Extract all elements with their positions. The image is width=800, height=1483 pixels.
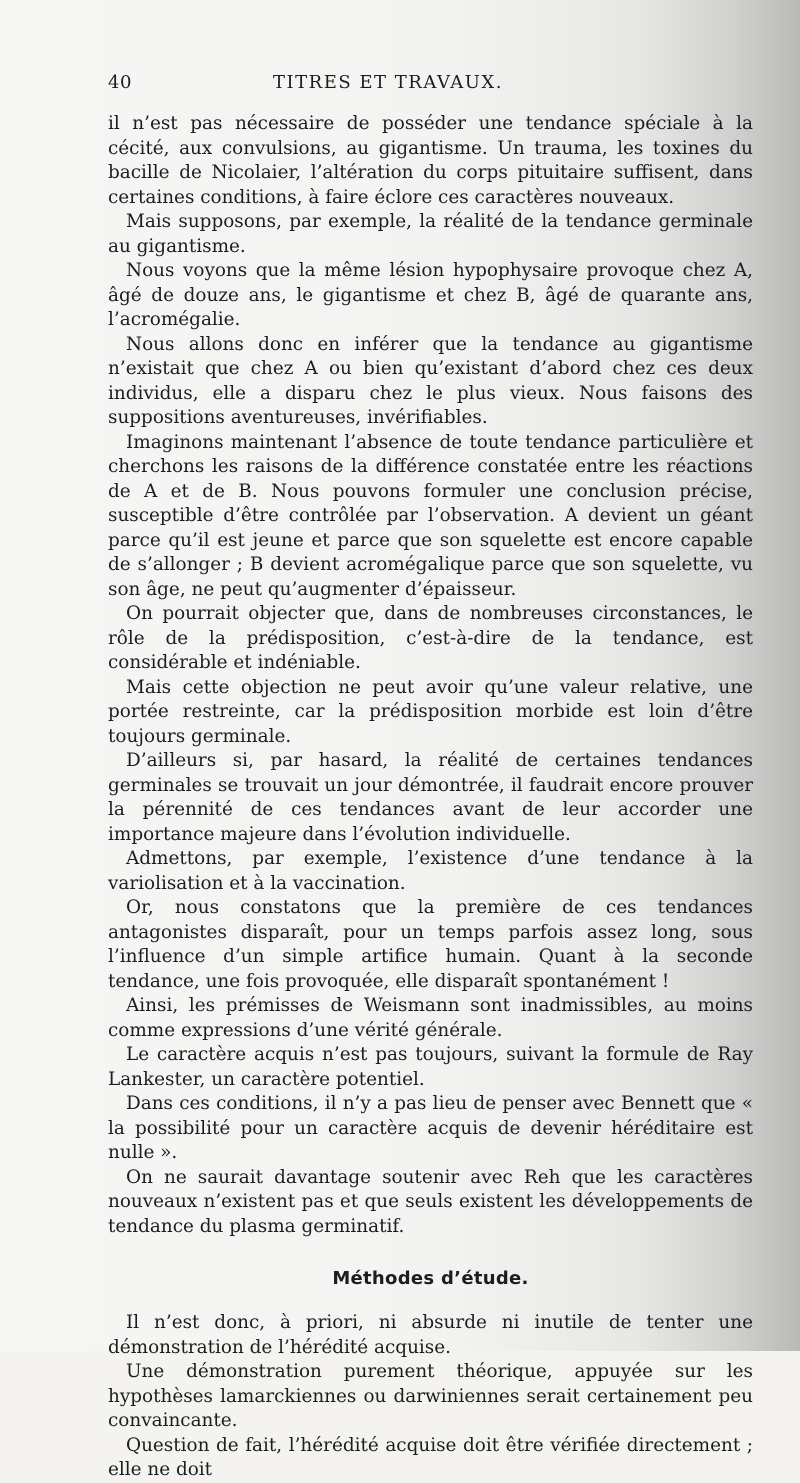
running-head — [108, 72, 668, 96]
section-heading: Méthodes d’étude. — [332, 1268, 529, 1289]
body-text — [108, 112, 753, 1483]
paragraph: Le caractère acquis n’est pas toujours, suivant la formule de Ray Lankester, un caractère potentiel. — [108, 1044, 753, 1090]
paragraph: Ainsi, les prémisses de Weismann sont inadmissibles, au moins comme expressions d’une vérité générale. — [108, 995, 753, 1041]
paragraph: il n’est pas nécessaire de posséder une tendance spéciale à la cécité, aux convulsions, au gigantisme. Un trauma, les toxines du bacille de Nicolaier, l’altération du corps pituitaire suffisent, dans certaines conditions, à faire éclore ces caractères nouveaux. — [108, 113, 753, 208]
paragraph: Question de fait, l’hérédité acquise doit être vérifiée directement ; elle ne doit — [108, 1434, 753, 1480]
paragraph: Une démonstration purement théorique, appuyée sur les hypothèses lamarckiennes ou darwiniennes serait certainement peu convaincante. — [108, 1361, 753, 1431]
paragraph: Imaginons maintenant l’absence de toute tendance particulière et cherchons les raisons de la différence constatée entre les réactions de A et de B. Nous pouvons formuler une conclusion précise, susceptible d’être contrôlée par l’observation. A devient un géant parce qu’il est jeune et parce que son squelette est encore capable de s’allonger ; B devient acromégalique parce que son squelette, vu son âge, ne peut qu’augmenter d’épaisseur. — [108, 431, 753, 600]
paragraph: Il n’est donc, à priori, ni absurde ni inutile de tenter une démonstration de l’hérédité acquise. — [108, 1312, 753, 1358]
paragraph: Admettons, par exemple, l’existence d’une tendance à la variolisation et à la vaccination. — [108, 848, 753, 894]
page-number: 40 — [108, 72, 132, 93]
paragraph: Mais cette objection ne peut avoir qu’une valeur relative, une portée restreinte, car la prédisposition morbide est loin d’être toujours germinale. — [108, 676, 753, 747]
paragraph: Mais supposons, par exemple, la réalité de la tendance germinale au gigantisme. — [108, 211, 753, 257]
paragraph: Or, nous constatons que la première de ces tendances antagonistes disparaît, pour un temps parfois assez long, sous l’influence d’un simple artifice humain. Quant à la seconde tendance, une fois provoquée, elle disparaît spontanément ! — [108, 897, 753, 992]
paragraph: Dans ces conditions, il n’y a pas lieu de penser avec Bennett que « la possibilité pour un caractère acquis de devenir héréditaire est nulle ». — [108, 1093, 753, 1163]
section-spacer — [108, 1291, 753, 1311]
running-title: TITRES ET TRAVAUX. — [273, 72, 503, 93]
section-spacer — [108, 1239, 753, 1267]
paragraph: D’ailleurs si, par hasard, la réalité de certaines tendances germinales se trouvait un jour démontrée, il faudrait encore prouver la pérennité de ces tendances avant de leur accorder une importance majeure dans l’évolution individuelle. — [108, 750, 753, 845]
paragraph: On pourrait objecter que, dans de nombreuses circonstances, le rôle de la prédisposition, c’est-à-dire de la tendance, est considérable et indéniable. — [108, 603, 753, 673]
paragraph: Nous voyons que la même lésion hypophysaire provoque chez A, âgé de douze ans, le gigantisme et chez B, âgé de quarante ans, l’acromégalie. — [108, 260, 753, 330]
paragraph: Nous allons donc en inférer que la tendance au gigantisme n’existait que chez A ou bien qu’existant d’abord chez ces deux individus, elle a disparu chez le plus vieux. Nous faisons des suppositions aventureuses, invérifiables. — [108, 333, 753, 428]
paragraph: On ne saurait davantage soutenir avec Reh que les caractères nouveaux n’existent pas et que seuls existent les développements de tendance du plasma germinatif. — [108, 1166, 753, 1237]
